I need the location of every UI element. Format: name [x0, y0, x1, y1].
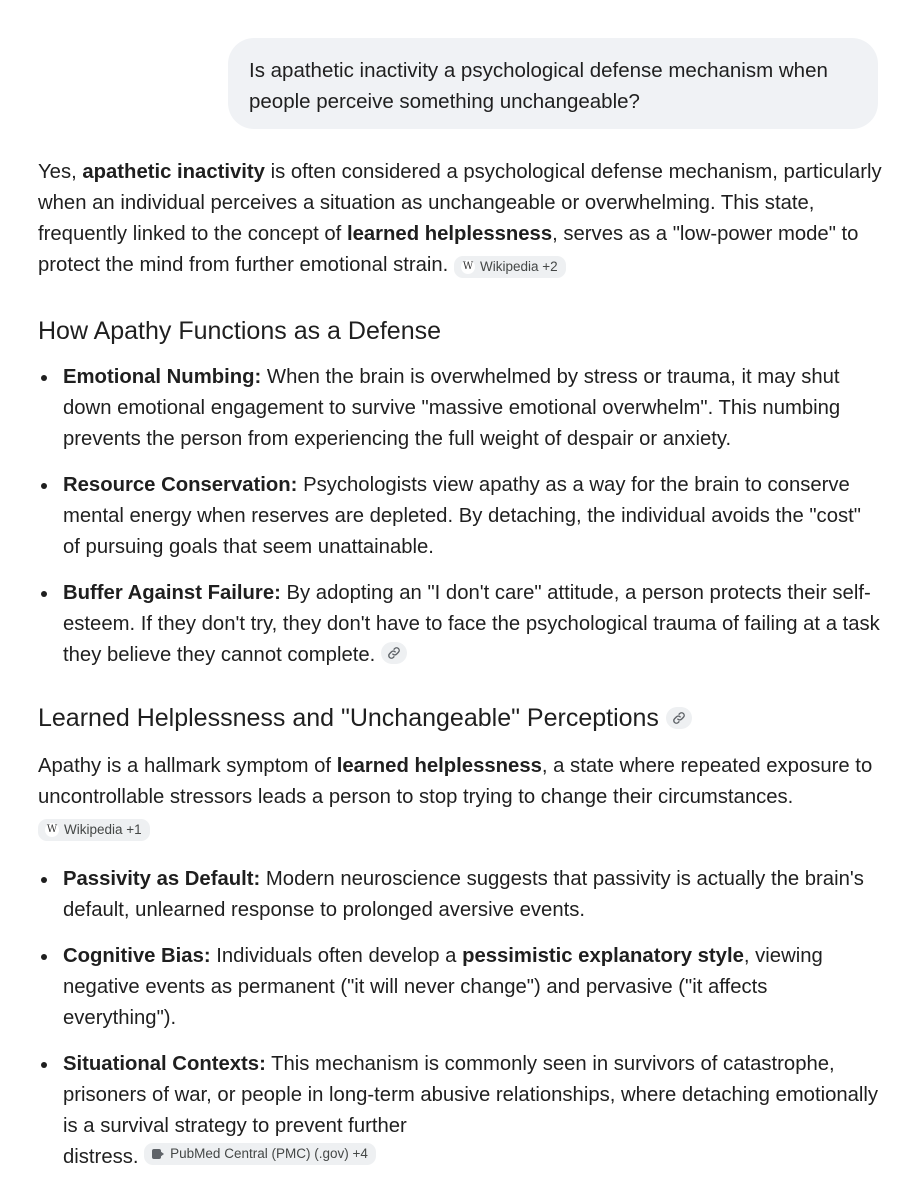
bold-term: pessimistic explanatory style	[462, 945, 744, 967]
section-heading	[38, 701, 883, 735]
link-icon	[387, 646, 401, 660]
list-item	[38, 578, 883, 671]
list-item-title: Resource Conservation:	[63, 474, 298, 496]
list-item-text: Modern neuroscience suggests that passivity is actually the brain's default, unlearned response to prolonged aversive events.	[63, 868, 864, 921]
list-item	[38, 941, 883, 1034]
list-item-text: Individuals often develop a	[210, 945, 463, 967]
list-item-title: Situational Contexts:	[63, 1053, 266, 1075]
list-item	[38, 362, 883, 455]
section1-list	[38, 362, 883, 671]
user-message-bubble	[228, 38, 878, 129]
intro-paragraph	[38, 157, 883, 281]
pubmed-icon	[151, 1147, 165, 1161]
section2-list	[38, 864, 883, 1173]
intro-text: Yes,	[38, 161, 83, 183]
intro-bold-term: learned helplessness	[346, 223, 553, 245]
list-item	[38, 864, 883, 926]
wikipedia-icon: W	[46, 824, 58, 835]
source-chip-label: Wikipedia +2	[479, 259, 558, 274]
list-item	[38, 470, 883, 563]
list-item-title: Emotional Numbing:	[63, 366, 262, 388]
intro-bold-term: apathetic inactivity	[82, 161, 265, 183]
list-item-title: Buffer Against Failure:	[63, 582, 281, 604]
list-item-text: distress.	[63, 1146, 139, 1168]
source-chip-wikipedia[interactable]	[38, 819, 150, 841]
list-item-text: This mechanism is commonly seen in survivors of catastrophe, prisoners of war, or people in long-term abusive relationships, where detaching emotionally is a survival strategy to prevent further	[63, 1053, 879, 1137]
list-item-title: Passivity as Default:	[63, 868, 261, 890]
list-item-text: Psychologists view apathy as a way for the brain to conserve mental energy when reserves are depleted. By detaching, the individual avoids the "cost" of pursuing goals that seem unattainable.	[63, 474, 861, 558]
source-chip-pubmed[interactable]	[144, 1143, 376, 1165]
list-item	[38, 1049, 883, 1173]
source-chip-wikipedia[interactable]	[454, 256, 566, 278]
paragraph-text: Apathy is a hallmark symptom of	[38, 755, 337, 777]
section-heading-text: Learned Helplessness and "Unchangeable" Perceptions	[38, 704, 659, 732]
list-item-text: When the brain is overwhelmed by stress or trauma, it may shut down emotional engagement to survive "massive emotional overwhelm". This numbing prevents the person from experiencing the full weight of despair or anxiety.	[63, 366, 841, 450]
user-message-text: Is apathetic inactivity a psychological defense mechanism when people perceive something unchangeable?	[249, 59, 828, 113]
source-link-chip[interactable]	[666, 707, 692, 729]
list-item-title: Cognitive Bias:	[63, 945, 211, 967]
intro-text: , serves as a "low-power mode" to protect the mind from further emotional strain.	[38, 223, 859, 276]
list-item-text: By adopting an "I don't care" attitude, a person protects their self-esteem. If they don't try, they don't have to face the psychological trauma of failing at a task they believe they cannot complete.	[63, 582, 880, 666]
assistant-response	[38, 157, 883, 1173]
source-chip-label: Wikipedia +1	[64, 822, 142, 837]
paragraph-text: , a state where repeated exposure to uncontrollable stressors leads a person to stop trying to change their circumstances.	[38, 755, 873, 808]
section2-intro-paragraph	[38, 751, 883, 844]
link-icon	[672, 711, 686, 725]
bold-term: learned helplessness	[336, 755, 542, 777]
section-heading: How Apathy Functions as a Defense	[38, 317, 442, 345]
source-link-chip[interactable]	[381, 642, 407, 664]
intro-text: is often considered a psychological defense mechanism, particularly when an individual perceives a situation as unchangeable or overwhelming. This state, frequently linked to the concept of	[38, 161, 882, 245]
list-item-text: , viewing negative events as permanent ("it will never change") and pervasive ("it affects everything").	[63, 945, 823, 1029]
wikipedia-icon: W	[462, 261, 474, 272]
source-chip-label: PubMed Central (PMC) (.gov) +4	[170, 1146, 368, 1161]
